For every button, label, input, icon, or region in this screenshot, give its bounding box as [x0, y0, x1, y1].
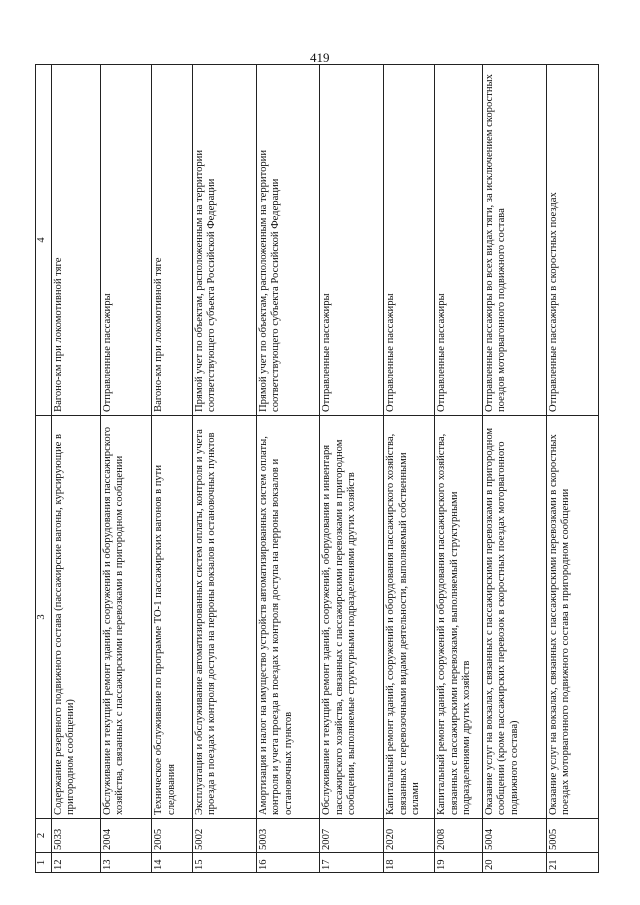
row-number-cell: 13: [100, 853, 151, 873]
description-cell: Капитальный ремонт зданий, сооружений и оборудования пассажирского хозяйства, связанных с перевозочными видами деятельности, выполняемый собственными силами: [384, 416, 435, 819]
header-col-1: 1: [36, 853, 52, 873]
row-number-cell: 17: [320, 853, 384, 873]
allocation-base-cell: Отправленные пассажиры: [384, 65, 435, 416]
description-cell: Оказание услуг на вокзалах, связанных с пассажирскими перевозками в скоростных поездах моторвагонного подвижного состава в пригородном сообщении: [546, 416, 598, 819]
row-number-cell: 19: [435, 853, 483, 873]
row-number-cell: 14: [152, 853, 193, 873]
cost-allocation-table: [35, 64, 599, 873]
row-number-cell: 16: [256, 853, 320, 873]
code-cell: 5005: [546, 819, 598, 853]
allocation-base-cell: Отправленные пассажиры во всех видах тяги, за исключением скоростных поездов моторвагонного подвижного состава: [482, 65, 546, 416]
table-row: [51, 65, 100, 873]
description-cell: Оказание услуг на вокзалах, связанных с пассажирскими перевозками в пригородном сообщении (кроме пассажирских перевозок в скоростных поездах моторвагонного подвижного состава): [482, 416, 546, 819]
allocation-base-cell: Вагоно-км при локомотивной тяге: [51, 65, 100, 416]
row-number-cell: 20: [482, 853, 546, 873]
description-cell: Обслуживание и текущий ремонт зданий, сооружений и оборудования пассажирского хозяйства, связанных с пассажирскими перевозками в пригородном сообщении: [100, 416, 151, 819]
code-cell: 5003: [256, 819, 320, 853]
row-number-cell: 12: [51, 853, 100, 873]
description-cell: Амортизация и налог на имущество устройств автоматизированных систем оплаты, контроля и учета проезда в поездах и контроля доступа на перроны вокзалов и остановочных пунктов: [256, 416, 320, 819]
table-row: [384, 65, 435, 873]
table-row: [546, 65, 598, 873]
description-cell: Техническое обслуживание по программе ТО-1 пассажирских вагонов в пути следования: [152, 416, 193, 819]
description-cell: Эксплуатация и обслуживание автоматизированных систем оплаты, контроля и учета проезда в поездах и контроля доступа на перроны вокзалов и остановочных пунктов: [192, 416, 256, 819]
page-number: 419: [310, 50, 330, 65]
description-cell: Содержание резервного подвижного состава (пассажирские вагоны, курсирующие в пригородном сообщении): [51, 416, 100, 819]
allocation-base-cell: Отправленные пассажиры в скоростных поездах: [546, 65, 598, 416]
header-col-2: 2: [36, 819, 52, 853]
description-cell: Капитальный ремонт зданий, сооружений и оборудования пассажирского хозяйства, связанных с пассажирскими перевозками, выполняемый структурными подразделениями других хозяйств: [435, 416, 483, 819]
row-number-cell: 21: [546, 853, 598, 873]
rotated-table-wrapper: [35, 65, 599, 873]
table-row: [320, 65, 384, 873]
code-cell: 5004: [482, 819, 546, 853]
allocation-base-cell: Прямой учет по объектам, расположенным на территории соответствующего субъекта Российской Федерации: [192, 65, 256, 416]
code-cell: 2007: [320, 819, 384, 853]
row-number-cell: 18: [384, 853, 435, 873]
header-col-4: 4: [36, 65, 52, 416]
table-row: [100, 65, 151, 873]
table-row: [435, 65, 483, 873]
code-cell: 5002: [192, 819, 256, 853]
header-col-3: 3: [36, 416, 52, 819]
code-cell: 2005: [152, 819, 193, 853]
table-row: [192, 65, 256, 873]
table-row: [482, 65, 546, 873]
allocation-base-cell: Прямой учет по объектам, расположенным на территории соответствующего субъекта Российской Федерации: [256, 65, 320, 416]
table-header-row: [36, 65, 52, 873]
code-cell: 2004: [100, 819, 151, 853]
table-row: [256, 65, 320, 873]
code-cell: 5033: [51, 819, 100, 853]
row-number-cell: 15: [192, 853, 256, 873]
allocation-base-cell: Отправленные пассажиры: [100, 65, 151, 416]
allocation-base-cell: Отправленные пассажиры: [320, 65, 384, 416]
allocation-base-cell: Вагоно-км при локомотивной тяге: [152, 65, 193, 416]
code-cell: 2020: [384, 819, 435, 853]
code-cell: 2008: [435, 819, 483, 853]
table-row: [152, 65, 193, 873]
allocation-base-cell: Отправленные пассажиры: [435, 65, 483, 416]
description-cell: Обслуживание и текущий ремонт зданий, сооружений, оборудования и инвентаря пассажирского хозяйства, связанных с пассажирскими перевозками в пригородном сообщении, выполняемые структурными подразделениями других хозяйств: [320, 416, 384, 819]
